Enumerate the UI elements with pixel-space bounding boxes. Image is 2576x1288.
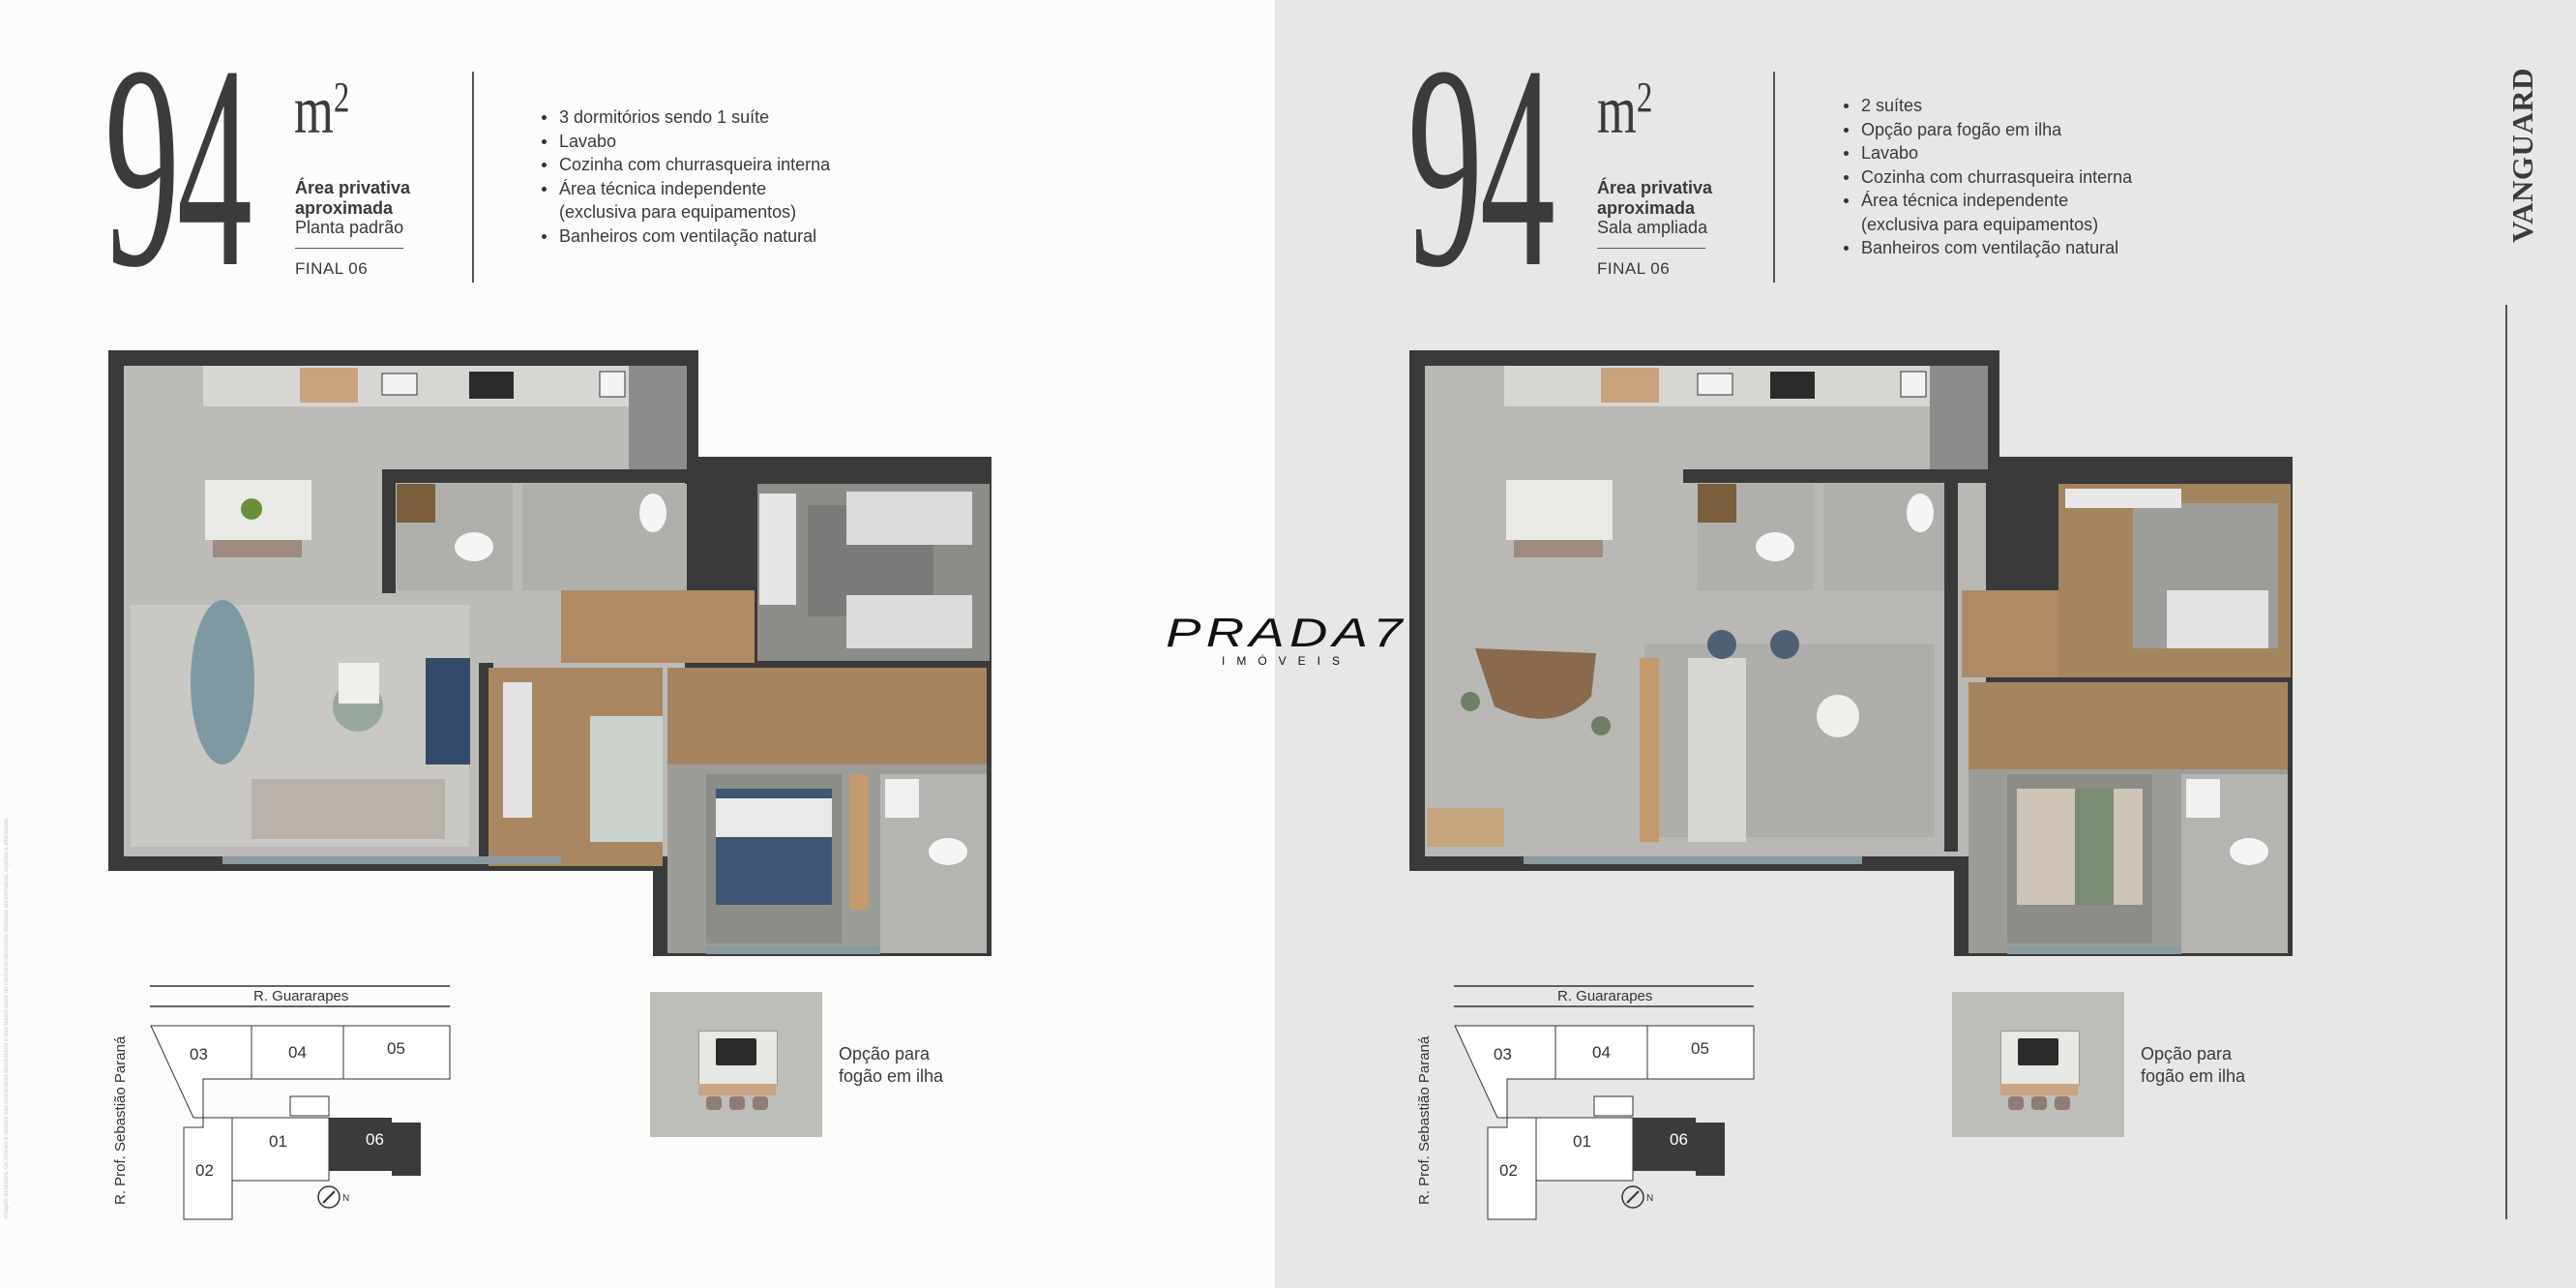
feature-item: [542, 177, 830, 225]
logo-wordmark: PRADA7: [1166, 610, 1407, 655]
feature-text-continuation: (exclusiva para equipamentos): [1861, 214, 2099, 234]
unit-03-left: 03: [190, 1045, 208, 1063]
feature-item: [542, 225, 830, 249]
logo-subtitle: IMÓVEIS: [1221, 654, 1351, 668]
area-subtitle-right: Sala ampliada: [1597, 218, 1708, 237]
feature-item: [542, 130, 830, 154]
features-list-right: [1844, 94, 2132, 260]
unit-03-right: 03: [1494, 1045, 1512, 1063]
feature-item: [1844, 118, 2132, 142]
unit-02-right: 02: [1499, 1161, 1518, 1180]
area-subtitle-left: Planta padrão: [295, 218, 404, 237]
feature-item: [1844, 165, 2132, 190]
final-label-left: FINAL 06: [295, 259, 369, 278]
feature-item: [1844, 189, 2132, 236]
feature-text-continuation: (exclusiva para equipamentos): [559, 202, 797, 222]
feature-item: [1844, 94, 2132, 118]
north-label-left: N: [342, 1193, 350, 1204]
unit-04-right: 04: [1592, 1043, 1611, 1062]
unit-05-left: 05: [387, 1039, 405, 1058]
feature-item: [1844, 236, 2132, 260]
street-side-left: R. Prof. Sebastião Paraná: [112, 1035, 129, 1205]
site-keymap-left: [135, 982, 455, 1224]
cooktop-icon: [2018, 1038, 2058, 1065]
island-option-caption-right: Opção para fogão em ilha: [2141, 1044, 2246, 1086]
floor-plan-expanded-living: [1407, 348, 2297, 958]
feature-text: 2 suítes: [1861, 96, 1923, 115]
feature-text: Lavabo: [559, 131, 617, 151]
area-number-left: 94: [104, 6, 250, 327]
unit-05-right: 05: [1691, 1039, 1709, 1058]
feature-item: [542, 153, 830, 177]
feature-text: 3 dormitórios sendo 1 suíte: [559, 107, 770, 127]
feature-text: Banheiros com ventilação natural: [1861, 238, 2119, 257]
feature-text: Cozinha com churrasqueira interna: [559, 155, 831, 174]
feature-text: Área técnica independente: [559, 178, 767, 198]
area-title-right: Área privativa aproximada: [1597, 178, 1713, 218]
header-divider-left: [472, 72, 474, 283]
unit-06-right: 06: [1670, 1130, 1688, 1149]
unit-01-right: 01: [1573, 1132, 1591, 1151]
area-unit-left: $m^2$: [294, 74, 350, 148]
unit-01-left: 01: [269, 1132, 287, 1151]
street-top-right: R. Guararapes: [1557, 988, 1653, 1004]
brand-vanguard: VANGUARD: [2505, 68, 2539, 243]
site-keymap-right: [1439, 982, 1759, 1224]
unit-06-left: 06: [366, 1130, 384, 1149]
features-list-left: [542, 105, 830, 248]
feature-text: Opção para fogão em ilha: [1861, 119, 2062, 139]
island-option-caption-left: Opção para fogão em ilha: [839, 1044, 944, 1086]
north-label-right: N: [1646, 1193, 1654, 1204]
feature-text: Banheiros com ventilação natural: [559, 225, 817, 246]
street-top-left: R. Guararapes: [253, 988, 349, 1004]
feature-item: [1844, 141, 2132, 165]
header-divider-right: [1773, 72, 1775, 283]
unit-02-left: 02: [195, 1161, 214, 1180]
legal-side-note: Imagem ilustrativa. Os móveis e objetos são meramente decorativos e não fazem parte do memorial descritivo. Medidas aproximadas, sujeitas a alterações.: [4, 817, 10, 1219]
area-divider-right: [1597, 248, 1705, 249]
cooktop-icon: [716, 1038, 756, 1065]
final-label-right: FINAL 06: [1597, 259, 1671, 278]
prada7-watermark-logo: [1137, 610, 1436, 672]
brand-divider: [2505, 305, 2507, 1219]
island-option-thumbnail-right: [1952, 992, 2124, 1137]
feature-text: Lavabo: [1861, 143, 1919, 163]
area-number-right: 94: [1407, 6, 1553, 327]
street-side-right: R. Prof. Sebastião Paraná: [1416, 1035, 1433, 1205]
area-title-left: Área privativa aproximada: [295, 178, 411, 218]
feature-text: Cozinha com churrasqueira interna: [1861, 166, 2133, 187]
unit-04-left: 04: [288, 1043, 307, 1062]
feature-item: [542, 105, 830, 130]
floor-plan-standard: [106, 348, 996, 958]
island-option-thumbnail-left: [650, 992, 822, 1137]
area-divider-left: [295, 248, 403, 249]
feature-text: Área técnica independente: [1861, 191, 2069, 210]
area-unit-right: $m^2$: [1597, 74, 1653, 148]
